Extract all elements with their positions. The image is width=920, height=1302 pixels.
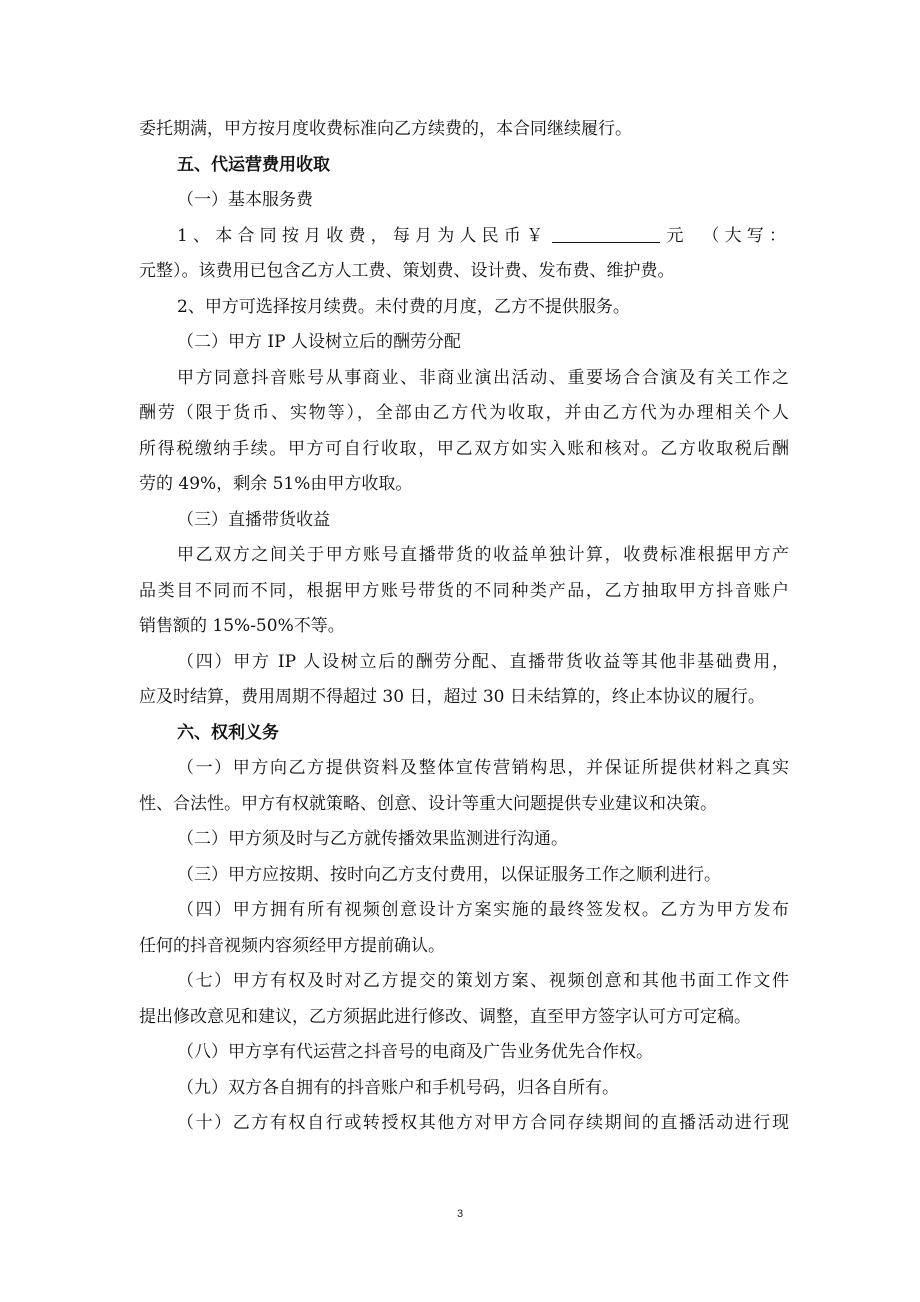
paragraph-line: 性、合法性。甲方有权就策略、创意、设计等重大问题提供专业建议和决策。 [139,793,717,814]
paragraph-line: （三）甲方应按期、按时向乙方支付费用，以保证服务工作之顺利进行。 [177,864,721,885]
paragraph-line: 甲乙双方之间关于甲方账号直播带货的收益单独计算，收费标准根据甲方产 [177,545,789,565]
paragraph-line: （十）乙方有权自行或转授权其他方对甲方合同存续期间的直播活动进行现 [177,1113,789,1133]
paragraph-line: 应及时结算，费用周期不得超过 30 日，超过 30 日未结算的，终止本协议的履行。 [139,687,765,707]
paragraph-line: 销售额的 15%-50%不等。 [139,616,345,636]
paragraph-line: 酬劳（限于货币、实物等），全部由乙方代为收取，并由乙方代为办理相关个人 [139,403,789,423]
fee-clause-line [139,219,789,255]
subsection-heading-ip-reward: （二）甲方 IP 人设树立后的酬劳分配 [177,332,461,352]
amount-blank-field [552,224,660,243]
page-number: 3 [456,1208,464,1220]
paragraph-line: 2、甲方可选择按月续费。未付费的月度，乙方不提供服务。 [177,296,630,317]
fee-clause-text: 1、本合同按月收费，每月为人民币￥ [177,225,549,246]
section-heading-fees: 五、代运营费用收取 [177,154,330,175]
section-heading-rights: 六、权利义务 [177,722,279,743]
subsection-heading-basic-fee: （一）基本服务费 [177,190,313,210]
paragraph-line: （八）甲方享有代运营之抖音号的电商及广告业务优先合作权。 [177,1042,653,1062]
paragraph-line: （一）甲方向乙方提供资料及整体宣传营销构思，并保证所提供材料之真实 [177,758,789,778]
paragraph-line: 提出修改意见和建议，乙方须据此进行修改、调整，直至甲方签字认可方可定稿。 [139,1006,751,1027]
paragraph-line: 任何的抖音视频内容须经甲方提前确认。 [139,935,445,956]
subsection-heading-live-commerce: （三）直播带货收益 [177,509,330,530]
paragraph-line: （四）甲方 IP 人设树立后的酬劳分配、直播带货收益等其他非基础费用， [177,651,789,672]
paragraph-line: 委托期满，甲方按月度收费标准向乙方续费的，本合同继续履行。 [139,119,632,139]
paragraph-line: 品类目不同而不同，根据甲方账号带货的不同种类产品，乙方抽取甲方抖音账户 [139,580,789,601]
paragraph-line: 甲方同意抖音账号从事商业、非商业演出活动、重要场合合演及有关工作之 [177,367,789,388]
document-body [139,112,789,1142]
paragraph-line: 所得税缴纳手续。甲方可自行收取，甲乙双方如实入账和核对。乙方收取税后酬 [139,438,789,459]
paragraph-line: （四）甲方拥有所有视频创意设计方案实施的最终签发权。乙方为甲方发布 [177,900,789,920]
paragraph-line: 元整）。该费用已包含乙方人工费、策划费、设计费、发布费、维护费。 [139,261,675,281]
paragraph-line: （二）甲方须及时与乙方就传播效果监测进行沟通。 [177,829,568,849]
paragraph-line: （七）甲方有权及时对乙方提交的策划方案、视频创意和其他书面工作文件 [177,971,789,991]
paragraph-line: 劳的 49%，剩余 51%由甲方收取。 [139,474,413,494]
fee-clause-text-cont: 元 （大写： [664,225,789,246]
paragraph-line: （九）双方各自拥有的抖音账户和手机号码，归各自所有。 [177,1077,619,1098]
